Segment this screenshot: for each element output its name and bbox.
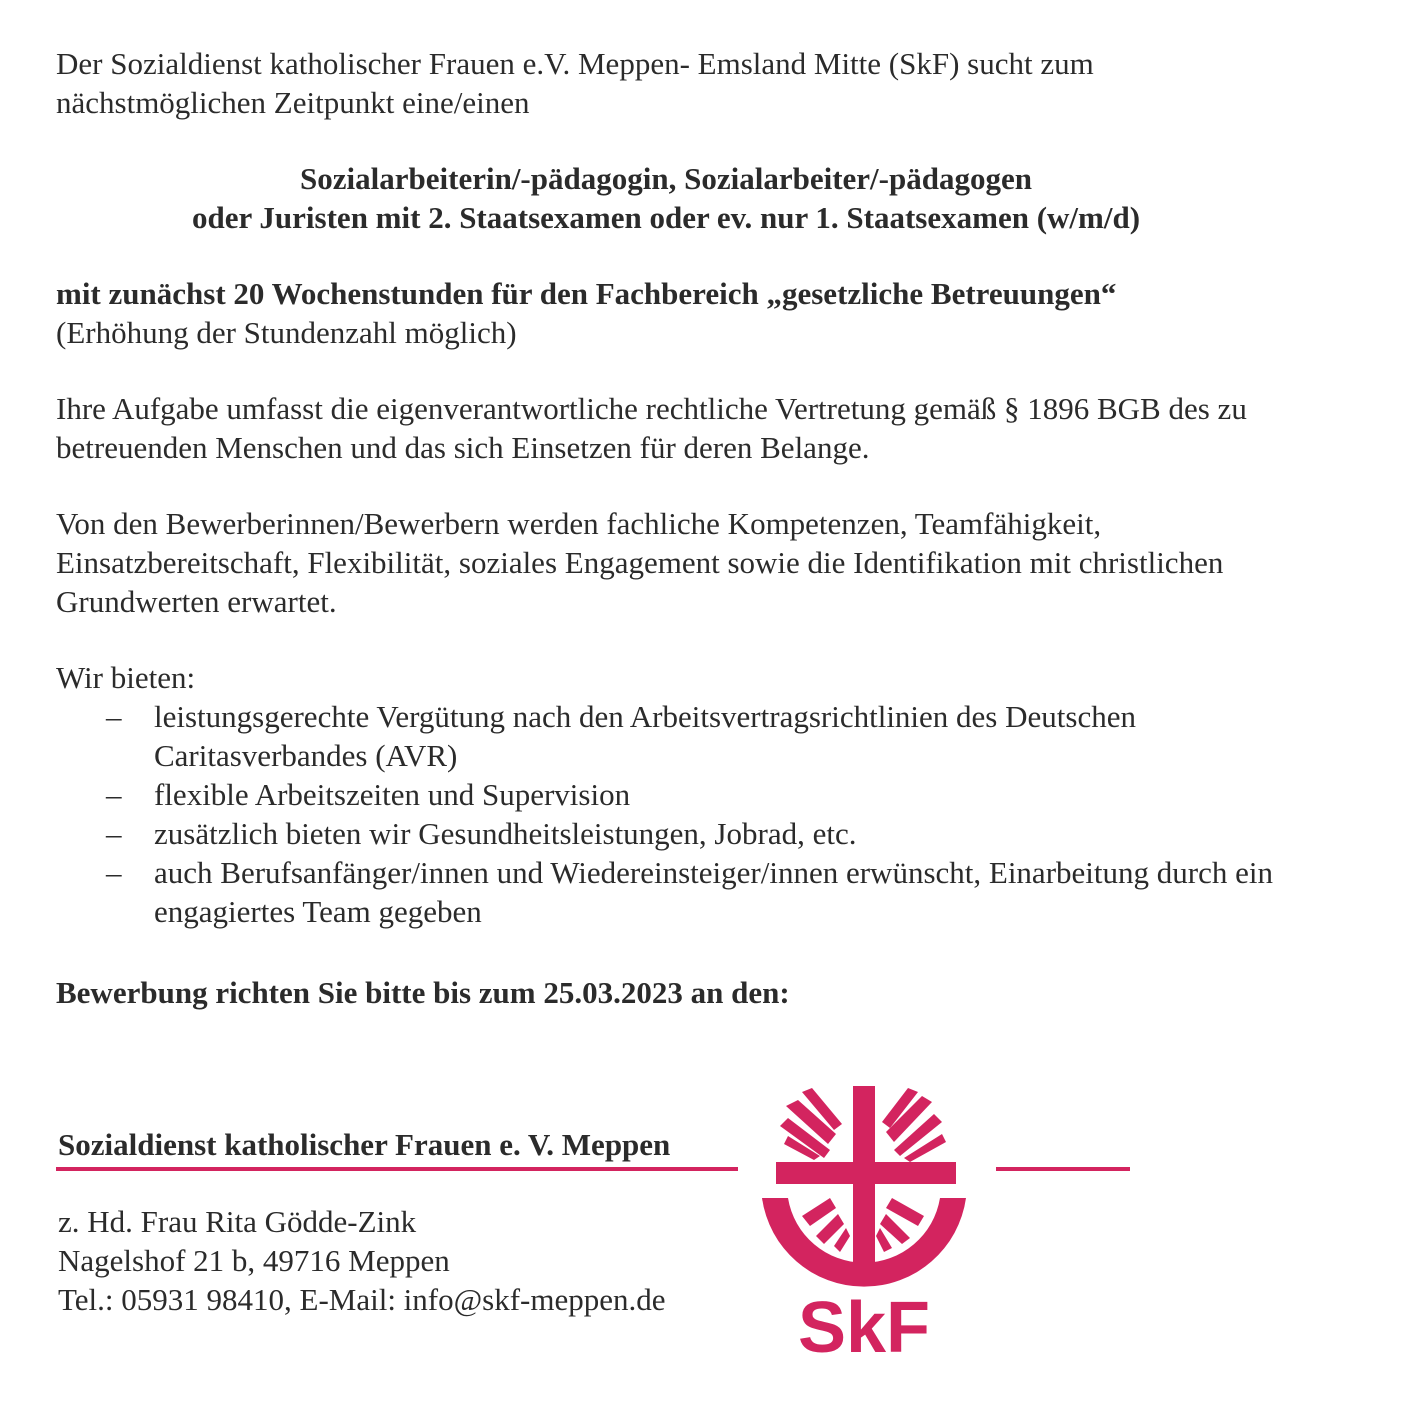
application-deadline: Bewerbung richten Sie bitte bis zum 25.03.2023 an den: xyxy=(56,975,790,1010)
contact-block xyxy=(58,1202,666,1319)
hours-line-2: (Erhöhung der Stundenzahl möglich) xyxy=(56,315,517,350)
logo-text: SkF xyxy=(797,1288,931,1366)
offer-item-line-2: Caritasverbandes (AVR) xyxy=(154,738,458,773)
expectations-line-3: Grundwerten erwartet. xyxy=(56,584,337,619)
list-item xyxy=(56,814,1364,853)
intro-line-2: nächstmöglichen Zeitpunkt eine/einen xyxy=(56,85,530,120)
contact-phone-email: Tel.: 05931 98410, E-Mail: info@skf-meppen.de xyxy=(58,1282,666,1317)
offer-item-line-2: engagiertes Team gegeben xyxy=(154,894,482,929)
list-item xyxy=(56,775,1364,814)
dash-bullet-icon: – xyxy=(106,777,122,812)
skf-cross-logo-icon xyxy=(758,1086,970,1366)
expectations-line-2: Einsatzbereitschaft, Flexibilität, soziales Engagement sowie die Identifikation mit christlichen xyxy=(56,545,1224,580)
job-title xyxy=(56,159,1276,237)
organization-name: Sozialdienst katholischer Frauen e. V. Meppen xyxy=(58,1127,671,1162)
expectations-paragraph xyxy=(56,504,1376,621)
divider-right xyxy=(996,1167,1130,1171)
dash-bullet-icon: – xyxy=(106,855,122,890)
divider-left xyxy=(56,1167,738,1171)
offer-heading: Wir bieten: xyxy=(56,660,196,695)
expectations-line-1: Von den Bewerberinnen/Bewerbern werden fachliche Kompetenzen, Teamfähigkeit, xyxy=(56,506,1102,541)
offer-item-line-1: zusätzlich bieten wir Gesundheitsleistungen, Jobrad, etc. xyxy=(154,816,857,851)
job-title-line-2: oder Juristen mit 2. Staatsexamen oder ev. nur 1. Staatsexamen (w/m/d) xyxy=(191,200,1141,235)
hours-paragraph xyxy=(56,274,1376,352)
task-paragraph xyxy=(56,389,1376,467)
offer-item-line-1: leistungsgerechte Vergütung nach den Arbeitsvertragsrichtlinien des Deutschen xyxy=(154,699,1136,734)
offer-item-line-1: auch Berufsanfänger/innen und Wiedereinsteiger/innen erwünscht, Einarbeitung durch ein xyxy=(154,855,1273,890)
dash-bullet-icon: – xyxy=(106,816,122,851)
dash-bullet-icon: – xyxy=(106,699,122,734)
list-item xyxy=(56,697,1364,775)
offer-item-line-1: flexible Arbeitszeiten und Supervision xyxy=(154,777,631,812)
offer-list xyxy=(56,697,1376,931)
list-item xyxy=(56,853,1364,931)
job-title-line-1: Sozialarbeiterin/-pädagogin, Sozialarbeiter/-pädagogen xyxy=(300,161,1032,196)
task-line-1: Ihre Aufgabe umfasst die eigenverantwortliche rechtliche Vertretung gemäß § 1896 BGB des zu xyxy=(56,391,1247,426)
contact-address: Nagelshof 21 b, 49716 Meppen xyxy=(58,1243,450,1278)
intro-line-1: Der Sozialdienst katholischer Frauen e.V. Meppen- Emsland Mitte (SkF) sucht zum xyxy=(56,46,1094,81)
intro-paragraph xyxy=(56,44,1376,122)
task-line-2: betreuenden Menschen und das sich Einsetzen für deren Belange. xyxy=(56,430,870,465)
offer-section xyxy=(56,658,1376,931)
hours-line-1: mit zunächst 20 Wochenstunden für den Fachbereich „gesetzliche Betreuungen“ xyxy=(56,276,1117,311)
contact-person: z. Hd. Frau Rita Gödde-Zink xyxy=(58,1204,417,1239)
